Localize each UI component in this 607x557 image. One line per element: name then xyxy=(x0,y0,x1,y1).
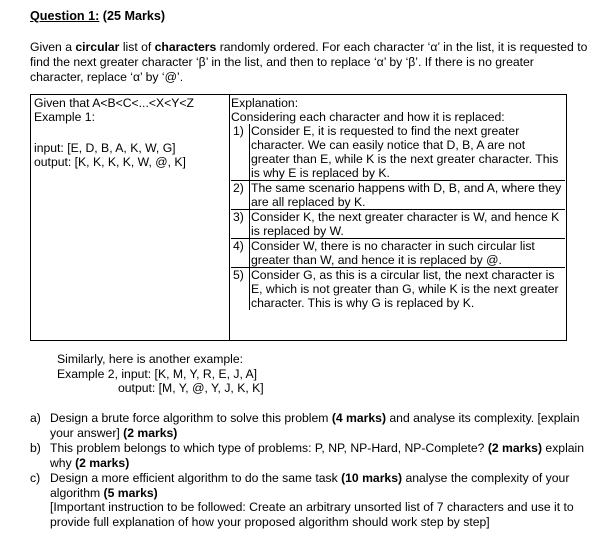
step-number: 5) xyxy=(233,268,244,282)
problem-statement xyxy=(30,40,590,85)
question-text: Design a more efficient algorithm to do the same task xyxy=(50,471,342,485)
marks-text: (5 marks) xyxy=(103,485,158,500)
example-2-intro: Similarly, here is another example: xyxy=(57,352,244,366)
instruction-text: [Important instruction to be followed: Create an arbitrary unsorted list of 7 characters and use it to provide full explanation of how your proposed algorithm should work step by step] xyxy=(50,500,574,529)
example-2-output: output: [M, Y, @, Y, J, K, K] xyxy=(118,381,264,395)
question-text: This problem belongs to which type of problems: P, NP, NP-Hard, NP-Complete? xyxy=(50,441,488,455)
explanation-heading: Explanation: xyxy=(231,96,299,110)
intro-text-1: Given a xyxy=(30,40,76,54)
explanation-step xyxy=(231,267,565,310)
step-text: Consider W, there is no character in such circular list greater than W, and hence it is replaced by @. xyxy=(251,239,535,267)
sub-question-letter: b) xyxy=(30,441,41,455)
intro-bold-characters: characters xyxy=(154,40,217,54)
explanation-step xyxy=(231,180,565,209)
example-1-output: output: [K, K, K, K, W, @, K] xyxy=(34,155,186,169)
marks-text: (2 marks) xyxy=(75,455,130,470)
sub-question xyxy=(30,411,590,440)
step-text: The same scenario happens with D, B, and A, where they are all replaced by K. xyxy=(251,181,562,209)
sub-question xyxy=(30,441,590,470)
sub-question xyxy=(30,471,590,529)
marks-text: (2 marks) xyxy=(123,425,178,440)
question-text: and analyse its complexity. [explain your answer] xyxy=(50,411,580,440)
explanation-step xyxy=(231,238,565,267)
question-text: explain why xyxy=(50,441,585,470)
explanation-step xyxy=(231,209,565,238)
intro-bold-circular: circular xyxy=(75,40,120,54)
step-text: Consider E, it is requested to find the next greater character. We can easily notice that D, B, A are not greater than E, while K is the next greater character. This is why E is replaced by K. xyxy=(251,124,559,180)
step-number: 4) xyxy=(233,239,244,253)
step-text: Consider K, the next greater character is W, and hence K is replaced by W. xyxy=(251,210,560,238)
explanation-step xyxy=(231,124,565,180)
question-title xyxy=(30,9,165,23)
step-text: Consider G, as this is a circular list, the next character is E, which is not greater than G, while K is the next greater character. This is why G is replaced by K. xyxy=(251,268,559,310)
intro-text-2: list of xyxy=(119,40,155,54)
marks-text: (4 marks) xyxy=(331,411,387,425)
intro-text-3: randomly ordered. For each character ‘α’ in the list, it is requested to find the next greater character ‘β’ in the list, and then to replace ‘α’ by ‘β’. If there is no greater character, replace ‘α’ by ‘@’. xyxy=(30,40,588,84)
question-text: analyse the complexity of your algorithm xyxy=(50,471,570,500)
example-1-input: input: [E, D, B, A, K, W, G] xyxy=(34,141,176,155)
question-marks: (25 Marks) xyxy=(102,9,166,23)
example-2 xyxy=(57,352,264,396)
sub-question-letter: a) xyxy=(30,411,41,425)
question-label: Question 1: xyxy=(30,9,100,23)
step-number: 1) xyxy=(233,124,244,138)
example-left-cell xyxy=(34,96,226,169)
sub-question-letter: c) xyxy=(30,471,41,485)
explanation-steps xyxy=(231,124,565,310)
explanation-subheading: Considering each character and how it is replaced: xyxy=(231,110,505,124)
marks-text: (10 marks) xyxy=(341,471,403,485)
example-1-label: Example 1: xyxy=(34,110,95,124)
step-number: 3) xyxy=(233,210,244,224)
sub-questions xyxy=(30,411,590,530)
example-2-input: Example 2, input: [K, M, Y, R, E, J, A] xyxy=(57,366,258,381)
ordering-note: Given that A<B<C<...<X<Y<Z xyxy=(34,96,194,110)
example-table xyxy=(30,94,567,341)
table-column-divider xyxy=(229,95,230,340)
explanation-cell xyxy=(231,96,565,310)
marks-text: (2 marks) xyxy=(487,441,543,455)
step-number: 2) xyxy=(233,181,244,195)
question-text: Design a brute force algorithm to solve this problem xyxy=(50,411,332,425)
